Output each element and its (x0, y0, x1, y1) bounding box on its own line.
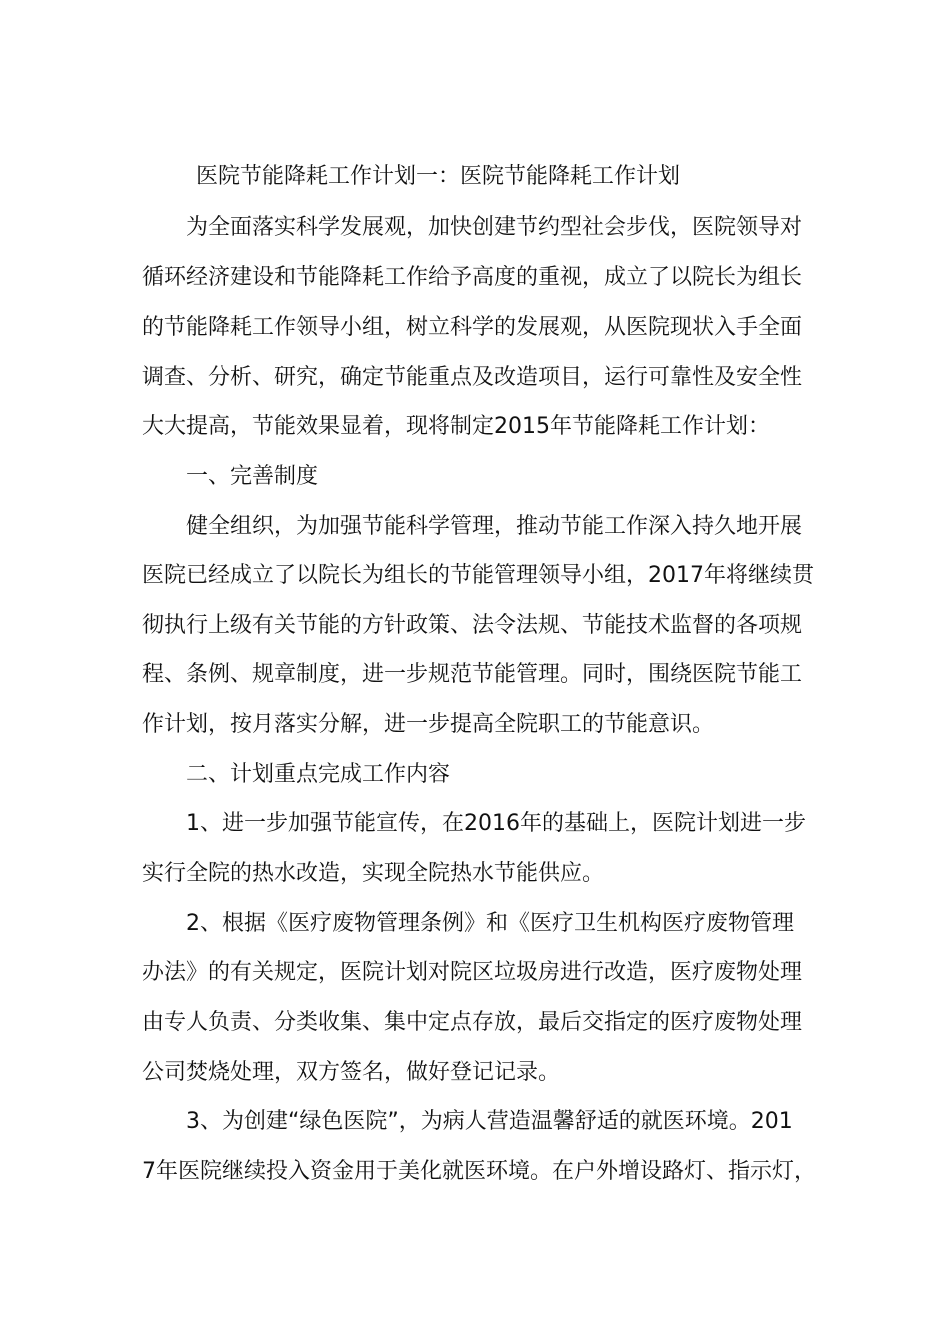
text-line: 为全面落实科学发展观，加快创建节约型社会步伐，医院领导对 (142, 215, 803, 240)
text-line: 的节能降耗工作领导小组，树立科学的发展观，从医院现状入手全面 (142, 315, 803, 340)
section-heading: 一、完善制度 (142, 464, 319, 489)
text-line: 循环经济建设和节能降耗工作给予高度的重视，成立了以院长为组长 (142, 265, 803, 290)
text-line: 调查、分析、研究，确定节能重点及改造项目，运行可靠性及安全性 (142, 365, 803, 390)
text-line: 彻执行上级有关节能的方针政策、法令法规、节能技术监督的各项规 (142, 613, 803, 638)
text-line: 2、根据《医疗废物管理条例》和《医疗卫生机构医疗废物管理 (142, 911, 794, 936)
text-line: 健全组织，为加强节能科学管理，推动节能工作深入持久地开展 (142, 514, 803, 539)
text-line: 公司焚烧处理，双方签名，做好登记记录。 (142, 1060, 561, 1085)
text-line: 作计划，按月落实分解，进一步提高全院职工的节能意识。 (142, 712, 715, 737)
text-line: 由专人负责、分类收集、集中定点存放，最后交指定的医疗废物处理 (142, 1010, 803, 1035)
text-line: 实行全院的热水改造，实现全院热水节能供应。 (142, 861, 605, 886)
text-line: 办法》的有关规定，医院计划对院区垃圾房进行改造，医疗废物处理 (142, 960, 803, 985)
document-title: 医院节能降耗工作计划一：医院节能降耗工作计划 (196, 164, 681, 189)
text-line: 程、条例、规章制度，进一步规范节能管理。同时，围绕医院节能工 (142, 662, 803, 687)
text-line: 大大提高，节能效果显着，现将制定2015年节能降耗工作计划： (142, 414, 770, 439)
text-line: 医院已经成立了以院长为组长的节能管理领导小组，2017年将继续贯 (142, 563, 814, 588)
text-line: 3、为创建“绿色医院”，为病人营造温馨舒适的就医环境。201 (142, 1109, 793, 1134)
text-line: 1、进一步加强节能宣传，在2016年的基础上，医院计划进一步 (142, 811, 806, 836)
text-line: 7年医院继续投入资金用于美化就医环境。在户外增设路灯、指示灯， (142, 1159, 816, 1184)
section-heading: 二、计划重点完成工作内容 (142, 762, 451, 787)
